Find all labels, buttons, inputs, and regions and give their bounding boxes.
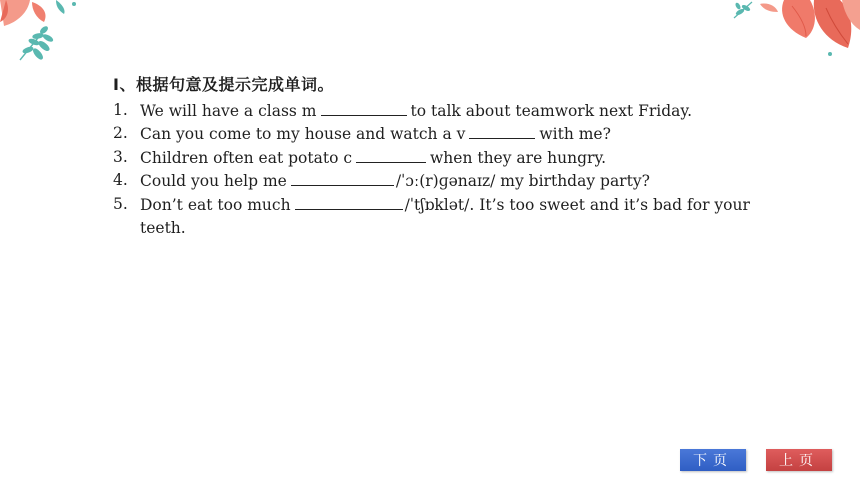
item-text-before: Could you help me: [140, 172, 287, 191]
item-number: 2.: [113, 124, 128, 143]
leaf-decoration-right: [730, 0, 860, 60]
previous-page-button[interactable]: 上页: [766, 449, 832, 471]
answer-blank[interactable]: [321, 99, 407, 116]
item-text-before: We will have a class m: [140, 101, 317, 120]
item-number: 4.: [113, 171, 128, 190]
exercise-item-4: [113, 169, 753, 193]
item-text-after: with me?: [539, 125, 611, 144]
item-text-before: Don’t eat too much: [140, 195, 291, 214]
leaf-decoration-left: [0, 0, 90, 70]
item-text-after: to talk about teamwork next Friday.: [410, 101, 692, 120]
answer-blank[interactable]: [291, 169, 394, 186]
answer-blank[interactable]: [295, 193, 403, 210]
item-text-after: /ˈtʃɒklət/. It’s too sweet and it’s bad for your teeth.: [140, 195, 750, 237]
answer-blank[interactable]: [469, 122, 535, 139]
exercise-item-3: [113, 146, 753, 170]
exercise-item-1: [113, 99, 753, 123]
item-text-before: Children often eat potato c: [140, 148, 353, 167]
exercise-section: [113, 74, 753, 239]
next-page-button[interactable]: 下页: [680, 449, 746, 471]
item-number: 1.: [113, 100, 128, 119]
item-text-after: /ˈɔː(r)ɡənaɪz/ my birthday party?: [395, 172, 650, 191]
exercise-item-5: [113, 193, 753, 239]
answer-blank[interactable]: [356, 146, 426, 163]
item-text-before: Can you come to my house and watch a v: [140, 125, 466, 144]
item-number: 5.: [113, 194, 128, 213]
item-number: 3.: [113, 147, 128, 166]
section-heading: Ⅰ、根据句意及提示完成单词。: [113, 75, 334, 94]
exercise-item-2: [113, 122, 753, 146]
item-text-after: when they are hungry.: [430, 148, 607, 167]
